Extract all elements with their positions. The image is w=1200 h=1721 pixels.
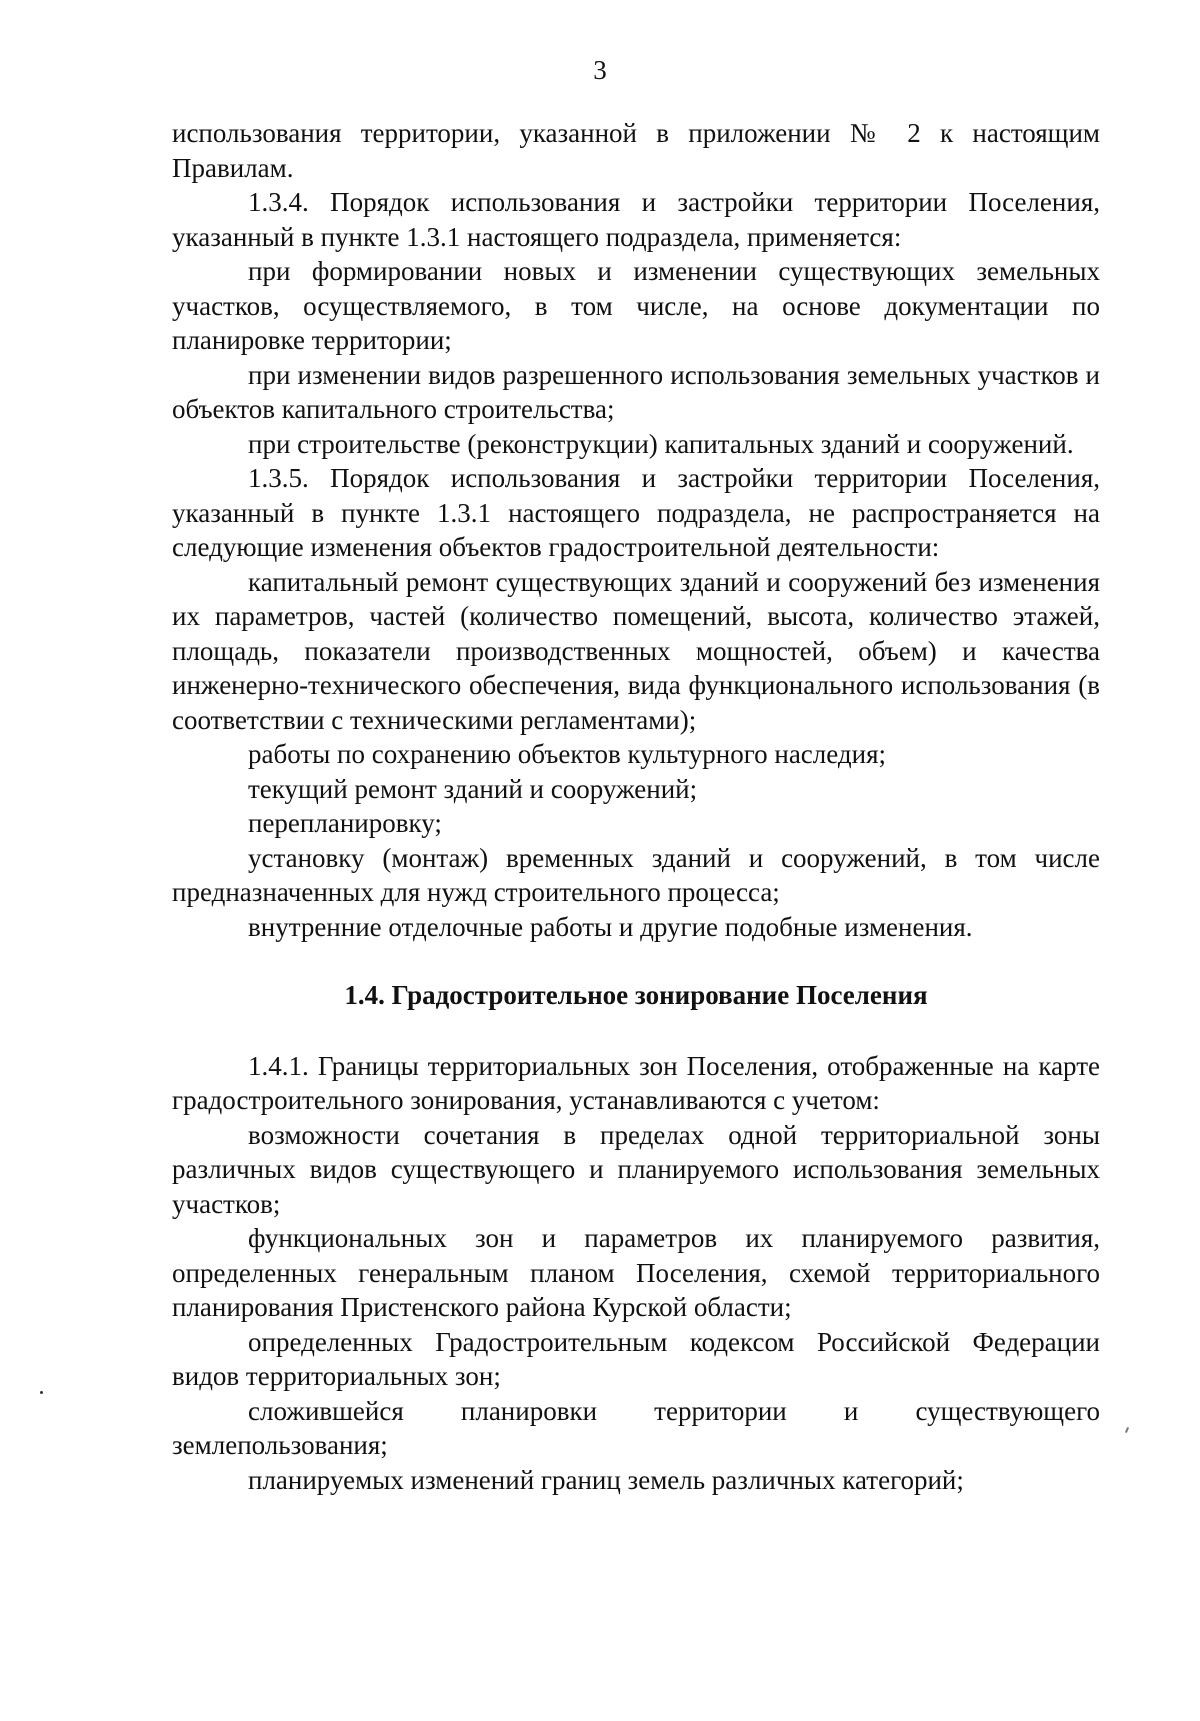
page-number: 3 xyxy=(593,55,607,85)
paragraph-group-after xyxy=(172,1049,1100,1498)
scan-speck xyxy=(40,1391,43,1394)
section-heading: 1.4. Градостроительное зонирование Поселения xyxy=(344,980,928,1010)
paragraph: функциональных зон и параметров их планируемого развития, определенных генеральным планом Поселения, схемой территориального планирования Пристенского района Курской области; xyxy=(172,1223,1100,1322)
paragraph: определенных Градостроительным кодексом Российской Федерации видов территориальных зон; xyxy=(172,1326,1100,1391)
paragraph: внутренние отделочные работы и другие подобные изменения. xyxy=(248,911,973,942)
paragraph: капитальный ремонт существующих зданий и сооружений без изменения их параметров, частей (количество помещений, высота, количество этажей, площадь, показатели производственных мощностей, объем) и качества инженерно-технического обеспечения, вида функционального использования (в соответствии с техническими регламентами); xyxy=(172,566,1100,735)
paragraph: возможности сочетания в пределах одной территориальной зоны различных видов существующего и планируемого использования земельных участков; xyxy=(172,1119,1100,1219)
paragraph: при изменении видов разрешенного использования земельных участков и объектов капитального строительства; xyxy=(172,359,1100,424)
paragraph: работы по сохранению объектов культурного наследия; xyxy=(248,739,886,769)
paragraph: сложившейся планировки территории и существующего землепользования; xyxy=(172,1395,1100,1460)
paragraph: при формировании новых и изменении существующих земельных участков, осуществляемого, в том числе, на основе документации по планировке территории; xyxy=(172,256,1100,355)
paragraph: текущий ремонт зданий и сооружений; xyxy=(248,773,698,804)
paragraph-group-before xyxy=(172,116,1100,944)
paragraph: при строительстве (реконструкции) капитальных зданий и сооружений. xyxy=(248,428,1074,459)
paragraph: 1.4.1. Границы территориальных зон Поселения, отображенные на карте градостроительного зонирования, устанавливаются с учетом: xyxy=(172,1050,1100,1115)
paragraph: 1.3.4. Порядок использования и застройки территории Поселения, указанный в пункте 1.3.1 настоящего подраздела, применяется: xyxy=(172,187,1100,252)
scan-speck xyxy=(1125,1427,1129,1433)
paragraph: 1.3.5. Порядок использования и застройки территории Поселения, указанный в пункте 1.3.1 настоящего подраздела, не распространяется на следующие изменения объектов градостроительной деятельности: xyxy=(172,463,1100,562)
paragraph: планируемых изменений границ земель различных категорий; xyxy=(248,1464,964,1495)
paragraph: перепланировку; xyxy=(248,808,442,838)
paragraph: установку (монтаж) временных зданий и сооружений, в том числе предназначенных для нужд строительного процесса; xyxy=(172,842,1100,907)
paragraph: использования территории, указанной в приложении № 2 к настоящим Правилам. xyxy=(172,118,1100,183)
document-body xyxy=(172,116,1100,1497)
